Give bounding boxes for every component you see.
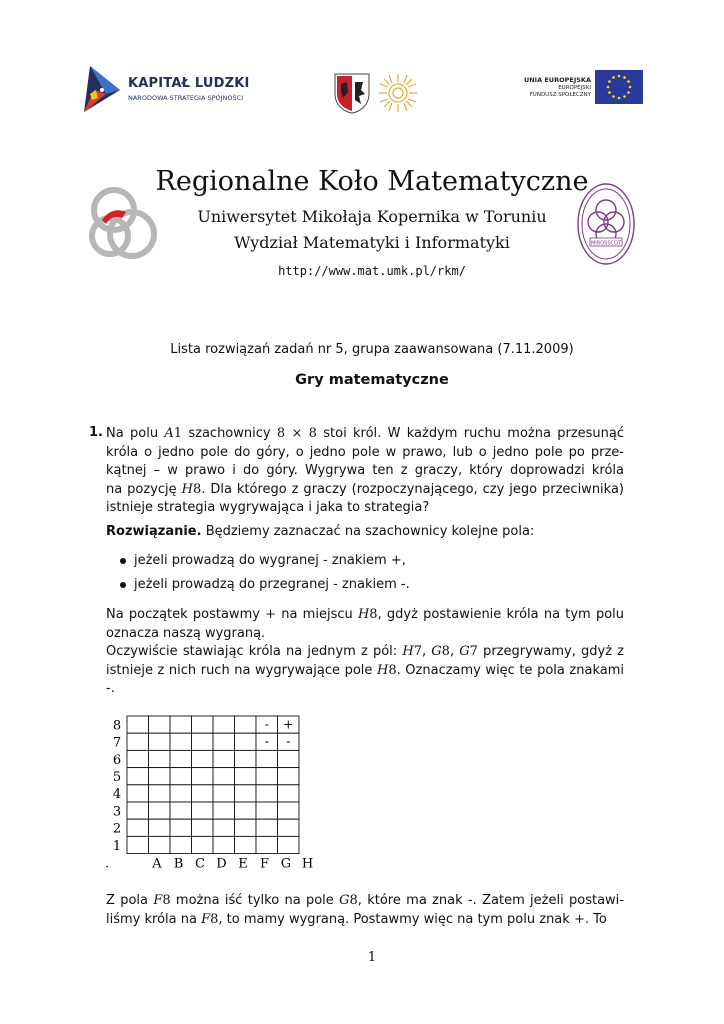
board-square — [192, 836, 214, 853]
board-square — [149, 750, 171, 767]
board-square — [278, 785, 300, 802]
board-square — [127, 768, 149, 785]
problem-statement — [106, 425, 624, 518]
corner-label: . — [105, 856, 110, 872]
board-square — [278, 802, 300, 819]
board-square — [127, 716, 149, 733]
kapital-ludzki-name: KAPITAŁ LUDZKI — [128, 76, 250, 91]
board-square — [149, 716, 171, 733]
eu-star-icon — [629, 86, 632, 89]
problem-number: 1. — [89, 425, 103, 440]
eu-social-fund-logo — [505, 70, 645, 106]
text-line: Oczywiście stawiając króla na jednym z pól: H7, G8, G7 przegrywamy, gdyż z — [106, 644, 625, 659]
board-square — [170, 819, 192, 836]
text-line: kątnej – w prawo i do góry. Wygrywa ten z graczy, który doprowadzi króla — [106, 463, 624, 479]
row-label: 4 — [112, 787, 122, 803]
math-symbol: F — [153, 893, 163, 908]
board-mark: + — [283, 717, 294, 732]
math-symbol: H — [402, 644, 414, 659]
row-label: 3 — [112, 804, 122, 820]
board-square — [127, 785, 149, 802]
eu-flag-icon — [595, 70, 643, 104]
board-square — [256, 750, 278, 767]
board-square — [192, 733, 214, 750]
eu-star-icon — [612, 76, 615, 79]
math-symbol: + — [265, 607, 277, 622]
board-square — [256, 802, 278, 819]
math-symbol: 7 — [413, 644, 422, 659]
math-symbol: G — [431, 644, 442, 659]
row-label: 6 — [112, 752, 122, 768]
region-crest-icon — [333, 72, 371, 114]
text-line: króla o jedno pole do góry, o jedno pole w prawo, lub o jedno pole po prze- — [106, 444, 624, 460]
board-square — [149, 785, 171, 802]
math-symbol: 1 — [173, 426, 183, 441]
board-square — [170, 836, 192, 853]
eu-star-icon — [608, 91, 611, 94]
row-label: 1 — [112, 838, 122, 854]
column-label: C — [195, 856, 205, 872]
text-line: Na początek postawmy + na miejscu H8, gdyż postawienie króla na tym polu — [106, 607, 624, 622]
solution-paragraph-3 — [106, 892, 624, 929]
column-label: B — [173, 856, 184, 872]
math-symbol: 8 — [192, 481, 202, 497]
math-symbol: + — [573, 911, 585, 927]
list-item — [120, 577, 410, 592]
board-square — [149, 819, 171, 836]
column-label: F — [259, 856, 270, 872]
math-symbol: 8 — [210, 911, 219, 927]
solution-paragraph-1 — [106, 606, 624, 643]
board-square — [235, 768, 257, 785]
board-square — [235, 785, 257, 802]
board-square — [170, 785, 192, 802]
board-square — [235, 716, 257, 733]
text-line: Na polu A1 szachownicy 8 × 8 stoi król. W każdym ruchu można przesunąć — [106, 426, 625, 441]
board-square — [127, 836, 149, 853]
eu-star-icon — [623, 95, 626, 98]
board-square — [192, 802, 214, 819]
board-square — [235, 836, 257, 853]
board-square — [213, 836, 235, 853]
solution-paragraph-2 — [106, 643, 624, 699]
board-square — [170, 716, 192, 733]
math-symbol: 7 — [469, 644, 478, 659]
list-item — [120, 553, 406, 568]
section-heading: Gry matematyczne — [295, 372, 449, 388]
board-square — [213, 785, 235, 802]
math-symbol: 8 — [388, 662, 397, 678]
math-symbol: 8 — [162, 893, 171, 908]
text-line: Z pola F8 można iść tylko na pole G8, które ma znak -. Zatem jeżeli postawi- — [106, 893, 624, 908]
math-symbol: G — [339, 893, 350, 908]
board-square — [256, 836, 278, 853]
board-square — [192, 785, 214, 802]
bullet-icon — [120, 582, 126, 588]
bullet-icon — [120, 558, 126, 564]
eu-star-icon — [618, 75, 621, 78]
board-square — [256, 785, 278, 802]
math-symbol: F — [201, 911, 211, 927]
eu-star-icon — [612, 95, 615, 98]
board-square — [235, 750, 257, 767]
math-symbol: 8 × 8 — [276, 426, 317, 441]
column-label: H — [301, 856, 314, 872]
university-name: Uniwersytet Mikołaja Kopernika w Toruniu — [197, 207, 547, 226]
eu-star-icon — [618, 97, 621, 100]
board-square — [278, 750, 300, 767]
board-square — [127, 819, 149, 836]
math-symbol: H — [376, 662, 389, 678]
eu-star-icon — [627, 91, 630, 94]
row-label: 8 — [112, 718, 122, 734]
row-label: 5 — [112, 770, 122, 786]
eu-star-icon — [608, 80, 611, 83]
board-mark: - — [264, 717, 269, 732]
board-square — [235, 733, 257, 750]
math-symbol: G — [459, 644, 470, 659]
board-mark: - — [286, 734, 291, 749]
board-square — [149, 768, 171, 785]
solution-label: Rozwiązanie. — [106, 524, 202, 539]
text-line: oznacza naszą wygraną. — [106, 625, 266, 641]
solution-intro — [106, 523, 624, 542]
board-square — [256, 819, 278, 836]
eu-star-icon — [627, 80, 630, 83]
board-square — [192, 819, 214, 836]
board-square — [213, 733, 235, 750]
math-symbol: 8 — [349, 893, 358, 908]
board-square — [127, 802, 149, 819]
column-label: A — [152, 856, 162, 872]
board-square — [170, 802, 192, 819]
column-label: G — [280, 856, 292, 872]
board-mark: - — [264, 734, 269, 749]
column-label: D — [216, 856, 227, 872]
text-line: istnieje strategia wygrywająca i jaka to strategia? — [106, 500, 430, 516]
math-symbol: 8 — [369, 607, 378, 622]
kapital-ludzki-star-icon — [80, 60, 124, 116]
board-square — [213, 750, 235, 767]
text-line: istnieje z nich ruch na wygrywające pole H8. Oznaczamy więc te pola znakami — [106, 662, 624, 678]
board-square — [149, 802, 171, 819]
bullet-text: jeżeli prowadzą do wygranej - znakiem +, — [134, 553, 406, 568]
list-info: Lista rozwiązań zadań nr 5, grupa zaawansowana (7.11.2009) — [170, 342, 574, 357]
kapital-ludzki-logo — [80, 60, 260, 116]
board-square — [127, 750, 149, 767]
eu-logo-line1: UNIA EUROPEJSKA — [523, 76, 591, 84]
eu-star-icon — [607, 86, 610, 89]
board-square — [278, 819, 300, 836]
board-square — [170, 768, 192, 785]
board-square — [192, 750, 214, 767]
board-square — [278, 836, 300, 853]
board-square — [127, 733, 149, 750]
board-square — [256, 768, 278, 785]
math-symbol: 8 — [441, 644, 450, 659]
eu-logo-line3: FUNDUSZ SPOŁECZNY — [529, 92, 591, 98]
seal-text: MIROSSCOT — [590, 240, 622, 247]
row-label: 7 — [112, 735, 122, 751]
board-square — [149, 733, 171, 750]
eu-star-icon — [623, 76, 626, 79]
math-symbol: H — [181, 481, 193, 497]
math-symbol: A — [164, 426, 174, 441]
board-square — [192, 716, 214, 733]
faculty-name: Wydział Matematyki i Informatyki — [234, 233, 510, 252]
text-line: -. — [106, 681, 115, 697]
solution-intro-text: Będziemy zaznaczać na szachownicy kolejne pola: — [201, 524, 535, 539]
bullet-text: jeżeli prowadzą do przegranej - znakiem -. — [134, 577, 410, 592]
eu-logo-line2: EUROPEJSKI — [558, 85, 591, 91]
kapital-ludzki-subtitle: NARODOWA STRATEGIA SPÓJNOŚCI — [128, 94, 244, 102]
board-square — [149, 836, 171, 853]
board-square — [170, 733, 192, 750]
board-square — [235, 802, 257, 819]
board-square — [213, 802, 235, 819]
board-square — [213, 819, 235, 836]
math-symbol: H — [357, 607, 370, 622]
chess-board — [105, 712, 345, 872]
text-line: liśmy króla na F8, to mamy wygraną. Postawmy więc na tym polu znak +. To — [106, 911, 607, 927]
board-square — [213, 716, 235, 733]
page-title: Regionalne Koło Matematyczne — [155, 166, 589, 197]
board-square — [170, 750, 192, 767]
row-label: 2 — [112, 821, 122, 837]
seal-logo-icon — [576, 182, 636, 266]
board-square — [213, 768, 235, 785]
sun-emblem-icon — [377, 72, 419, 114]
board-square — [192, 768, 214, 785]
text-line: na pozycję H8. Dla którego z graczy (rozpoczynającego, czy jego przeciwnika) — [106, 481, 625, 497]
website-url: http://www.mat.umk.pl/rkm/ — [278, 264, 466, 278]
board-square — [235, 819, 257, 836]
board-square — [278, 768, 300, 785]
column-label: E — [238, 856, 248, 872]
page-number: 1 — [367, 950, 377, 965]
